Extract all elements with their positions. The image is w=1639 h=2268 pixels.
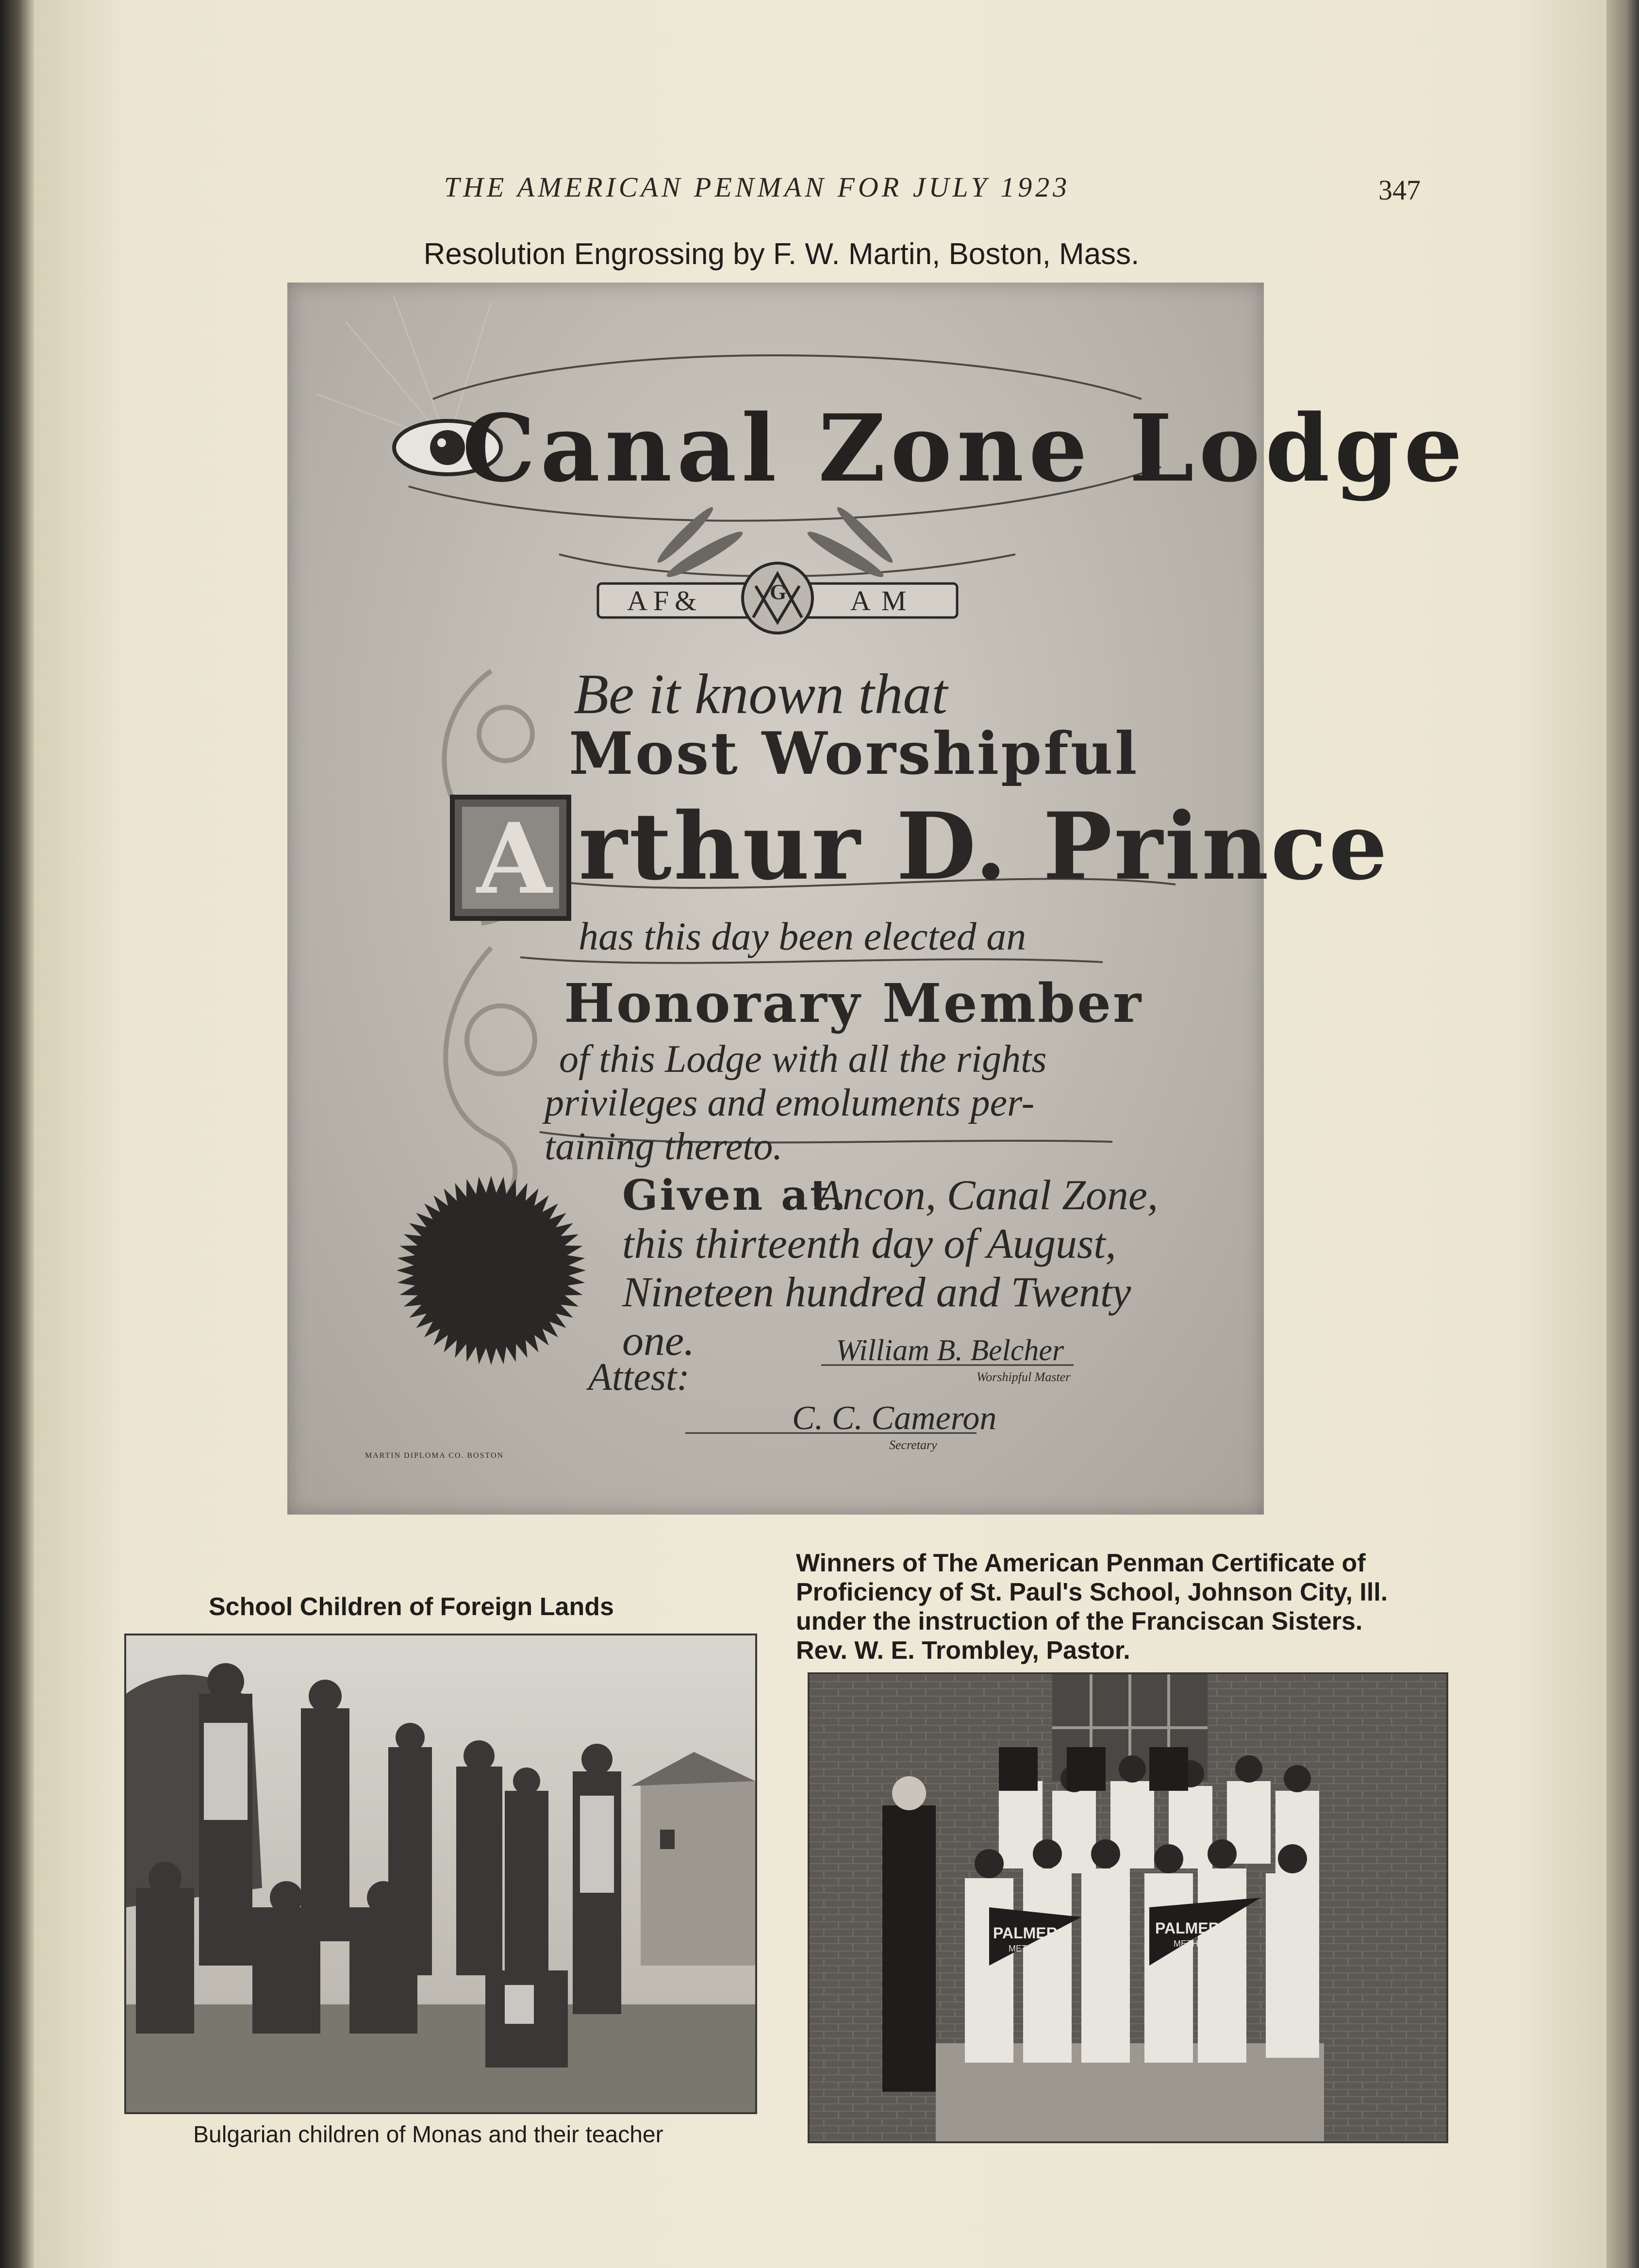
- be-it-known-line: Be it known that: [574, 662, 948, 726]
- right-caption-line-2: Proficiency of St. Paul's School, Johnson City, Ill.: [796, 1578, 1388, 1606]
- signature-secretary-title: Secretary: [889, 1438, 937, 1452]
- pennant-left-text: PALMER: [993, 1924, 1058, 1942]
- rights-line-3: taining thereto.: [545, 1125, 783, 1168]
- pennant-right-subtext: METHOD: [1174, 1939, 1211, 1949]
- initial-letter: A: [477, 802, 554, 916]
- signature-secretary: C. C. Cameron: [792, 1400, 997, 1437]
- page-number: 347: [1378, 174, 1421, 206]
- has-this-day-line: has this day been elected an: [579, 914, 1026, 958]
- honoree-name: rthur D. Prince: [579, 792, 1390, 901]
- right-caption-line-1: Winners of The American Penman Certificate of: [796, 1549, 1366, 1577]
- right-caption-line-4: Rev. W. E. Trombley, Pastor.: [796, 1636, 1130, 1665]
- certificate-caption: Resolution Engrossing by F. W. Martin, Boston, Mass.: [423, 237, 1140, 271]
- running-header: THE AMERICAN PENMAN FOR JULY 1923: [444, 171, 1071, 203]
- signature-master-title: Worshipful Master: [977, 1370, 1071, 1384]
- attest-label: Attest:: [588, 1356, 690, 1399]
- right-caption-line-3: under the instruction of the Franciscan Sisters.: [796, 1607, 1363, 1635]
- engraver-imprint: MARTIN DIPLOMA CO. BOSTON: [365, 1451, 504, 1460]
- pennant-left-subtext: METHOD: [1009, 1944, 1046, 1953]
- given-date-line-3: one.: [622, 1317, 695, 1365]
- left-photo-caption: Bulgarian children of Monas and their teacher: [193, 2122, 663, 2148]
- bulgarian-children-photo: [124, 1634, 757, 2114]
- banner-right: AM: [850, 585, 917, 617]
- banner-left: AF&: [627, 585, 703, 617]
- book-spine-shadow: [0, 0, 34, 2268]
- emblem-letter: G: [770, 580, 787, 604]
- honorary-member-line: Honorary Member: [564, 972, 1143, 1034]
- left-photo-heading: School Children of Foreign Lands: [209, 1593, 614, 1621]
- given-at-place: Ancon, Canal Zone,: [816, 1172, 1158, 1219]
- lodge-name: Canal Zone Lodge: [462, 394, 1468, 502]
- most-worshipful-line: Most Worshipful: [569, 719, 1139, 788]
- engrossed-certificate: [287, 283, 1468, 1515]
- given-date-line-1: this thirteenth day of August,: [622, 1220, 1116, 1267]
- seal-icon: [397, 1176, 586, 1365]
- rights-line-1: of this Lodge with all the rights: [559, 1038, 1047, 1081]
- pennant-right-text: PALMER: [1155, 1919, 1220, 1937]
- page-edge-shadow: [1606, 0, 1639, 2268]
- rights-line-2: privileges and emoluments per-: [545, 1082, 1035, 1124]
- signature-master: William B. Belcher: [836, 1334, 1064, 1367]
- given-date-line-2: Nineteen hundred and Twenty: [622, 1269, 1131, 1316]
- st-pauls-school-photo: [808, 1672, 1448, 2143]
- given-at-label: Given at.: [622, 1171, 848, 1220]
